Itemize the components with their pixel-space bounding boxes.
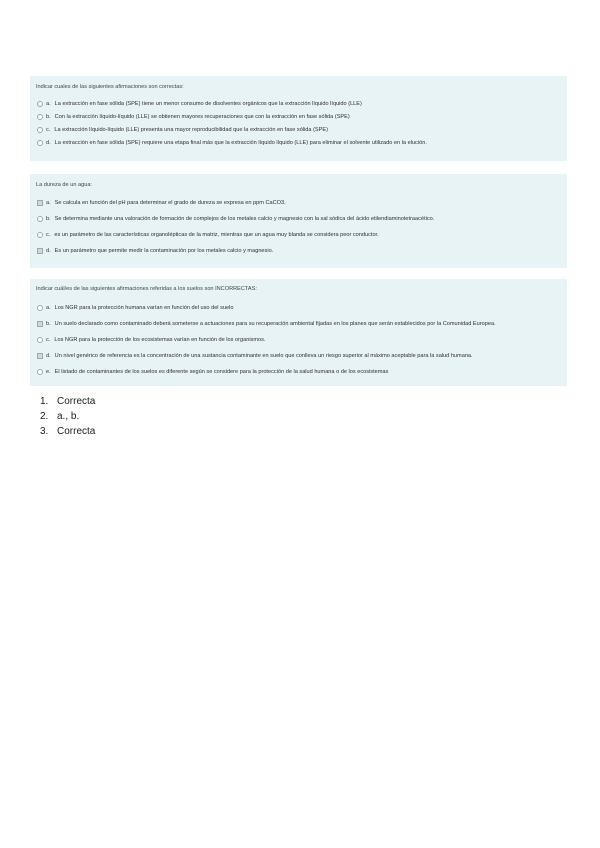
option-text: Se determina mediante una valoración de formación de complejos de los metales calcio y magnesio con la sal sódica del ácido etilendiaminotetraacético. (54, 216, 435, 222)
option-text: El listado de contaminantes de los suelos es diferente según se considere para la protección de la salud humana o de los ecosistemas (54, 369, 389, 375)
answer-text: Correcta (57, 426, 96, 437)
question-prompt: Indicar cuales de las siguientes afirmaciones son correctas: (36, 84, 184, 90)
list-item (40, 409, 95, 424)
option-c[interactable] (37, 232, 563, 238)
question-prompt: La dureza de un agua: (36, 182, 92, 188)
option-text: La extracción líquido-líquido (LLE) presenta una mayor reproducibilidad que la extracción en fase sólida (SPE) (54, 127, 328, 133)
answer-text: a., b. (57, 411, 80, 422)
option-text: Un nivel genérico de referencia es la concentración de una sustancia contaminante en suelo que conlleva un riesgo superior al máximo aceptable para la salud humana. (54, 353, 473, 359)
answer-number: 1. (40, 396, 49, 407)
option-letter: c. (46, 232, 51, 238)
option-letter: c. (46, 127, 51, 133)
answer-number: 3. (40, 426, 49, 437)
option-letter: d. (46, 140, 51, 146)
option-letter: c. (46, 337, 51, 343)
option-text: Con la extracción líquido-líquido (LLE) se obtienen mayores recuperaciones que con la extracción en fase sólida (SPE) (54, 114, 350, 120)
option-letter: b. (46, 216, 51, 222)
question-prompt: Indicar cuál/es de las siguientes afirmaciones referidas a los suelos son INCORRECTAS: (36, 286, 257, 292)
option-text: es un parámetro de las características organolépticas de la matriz, mientras que un agua muy blanda se considera peor conductor. (54, 232, 379, 238)
option-d[interactable] (37, 248, 563, 254)
radio-icon[interactable] (37, 114, 43, 120)
option-a[interactable] (37, 101, 563, 107)
question-3 (30, 279, 567, 386)
option-letter: a. (46, 101, 51, 107)
option-text: Los NGR para la protección de los ecosistemas varían en función de los organismos. (54, 337, 266, 343)
option-letter: d. (46, 353, 51, 359)
radio-icon[interactable] (37, 140, 43, 146)
option-e[interactable] (37, 369, 563, 375)
option-text: Se calcula en función del pH para determinar el grado de dureza se expresa en ppm CaCO3. (54, 200, 286, 206)
list-item (40, 394, 95, 409)
question-2 (30, 174, 567, 268)
list-item (40, 424, 95, 439)
option-text: Es un parámetro que permite medir la contaminación por los metales calcio y magnesio. (54, 248, 274, 254)
answer-number: 2. (40, 411, 49, 422)
radio-icon[interactable] (37, 305, 43, 311)
option-a[interactable] (37, 200, 563, 206)
option-b[interactable] (37, 114, 563, 120)
answers-list (40, 394, 95, 439)
option-text: La extracción en fase sólida (SPE) tiene un menor consumo de disolventes orgánicos que la extracción líquido líquido (LLE) (54, 101, 362, 107)
answer-text: Correcta (57, 396, 96, 407)
option-d[interactable] (37, 140, 563, 146)
checkbox-icon[interactable] (37, 353, 43, 359)
checkbox-icon[interactable] (37, 248, 43, 254)
option-text: Los NGR para la protección humana varían en función del uso del suelo (54, 305, 234, 311)
radio-icon[interactable] (37, 232, 43, 238)
radio-icon[interactable] (37, 127, 43, 133)
question-1 (30, 76, 567, 161)
option-letter: d. (46, 248, 51, 254)
option-b[interactable] (37, 321, 563, 327)
option-letter: a. (46, 200, 51, 206)
radio-icon[interactable] (37, 101, 43, 107)
checkbox-icon[interactable] (37, 200, 43, 206)
option-d[interactable] (37, 353, 563, 359)
option-text: La extracción en fase sólida (SPE) requiere una etapa final más que la extracción líquido líquido (LLE) para eliminar el solvente utilizado en la elución. (54, 140, 427, 146)
option-b[interactable] (37, 216, 563, 222)
checkbox-icon[interactable] (37, 321, 43, 327)
option-c[interactable] (37, 337, 563, 343)
option-letter: a. (46, 305, 51, 311)
radio-icon[interactable] (37, 369, 43, 375)
radio-icon[interactable] (37, 337, 43, 343)
option-letter: e. (46, 369, 51, 375)
option-a[interactable] (37, 305, 563, 311)
option-letter: b. (46, 114, 51, 120)
option-letter: b. (46, 321, 51, 327)
option-c[interactable] (37, 127, 563, 133)
option-text: Un suelo declarado como contaminado deberá someterse a actuaciones para su recuperación ambiental fijadas en los planes que serán establecidos por la Comunidad Europea. (54, 321, 496, 327)
radio-icon[interactable] (37, 216, 43, 222)
